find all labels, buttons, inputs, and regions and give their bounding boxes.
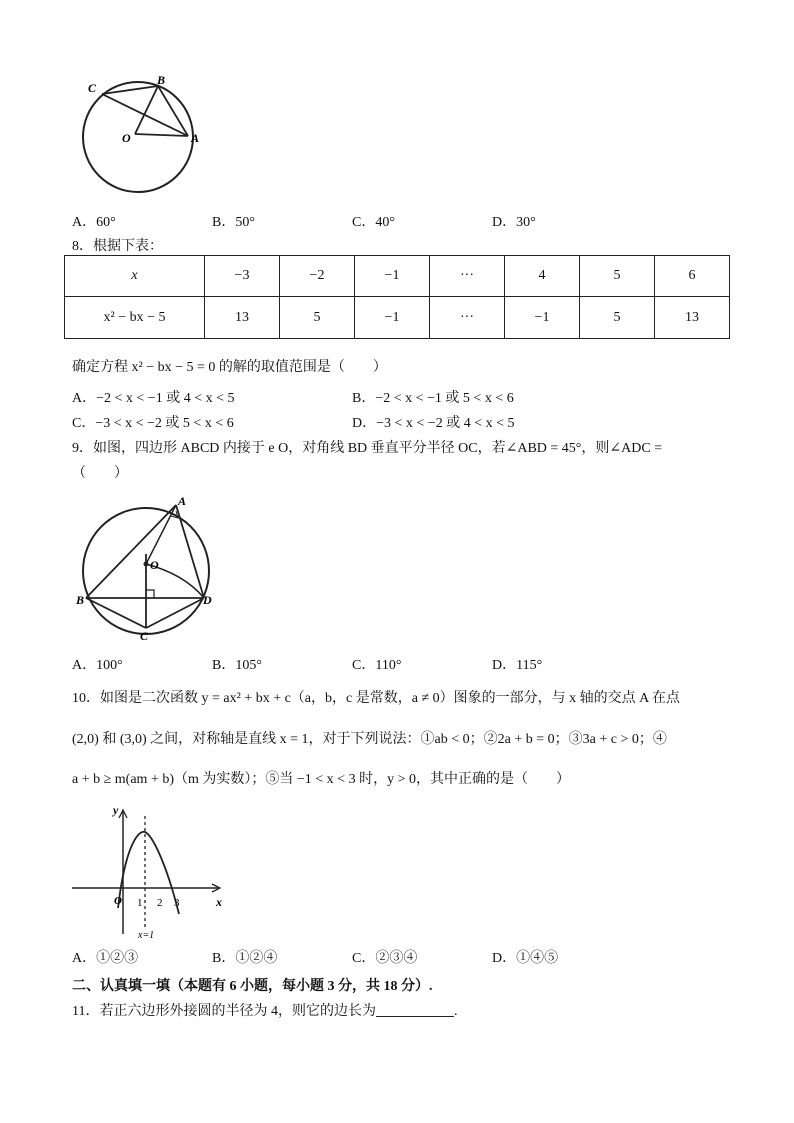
q8-option-a: A．−2 < x < −1 或 4 < x < 5 bbox=[72, 391, 235, 406]
q7-label-a: A bbox=[191, 131, 200, 145]
q9-option-a: A．100° bbox=[72, 658, 123, 673]
q8-cell: 13 bbox=[205, 297, 280, 339]
q10-option-b: B．①②④ bbox=[212, 951, 278, 966]
q8-cell: x bbox=[65, 256, 205, 297]
q8-cell: 5 bbox=[580, 256, 655, 297]
q10-label-x: x bbox=[216, 895, 222, 909]
q10-option-d: D．①④⑤ bbox=[492, 951, 559, 966]
q7-option-b: B．50° bbox=[212, 215, 255, 230]
q9-segment-ao bbox=[146, 505, 176, 564]
q7-label-c: C bbox=[88, 81, 97, 95]
q9-circle-figure bbox=[76, 494, 226, 642]
q8-cell: 4 bbox=[505, 256, 580, 297]
q11-tail: . bbox=[453, 1004, 458, 1019]
q8-cell: −1 bbox=[505, 297, 580, 339]
q8-cell: 5 bbox=[280, 297, 355, 339]
q9-label-b: B bbox=[76, 593, 85, 607]
q8-cell: 13 bbox=[655, 297, 730, 339]
q10-tick-3: 3 bbox=[174, 897, 180, 909]
q9-segment-bc bbox=[86, 598, 146, 628]
q9-right-angle-mark bbox=[146, 590, 154, 598]
q9-segment-ba bbox=[86, 505, 176, 598]
q11-text: 11．若正六边形外接圆的半径为 4，则它的边长为 bbox=[72, 1004, 376, 1019]
q7-options bbox=[72, 211, 752, 231]
q8-stem: 8．根据下表： bbox=[72, 239, 163, 254]
q9-option-d: D．115° bbox=[492, 658, 543, 673]
q9-label-a: A bbox=[178, 494, 187, 508]
q10-line1: 10．如图是二次函数 y = ax² + bx + c（a，b，c 是常数，a ≠ 0）图象的一部分，与 x 轴的交点 A 在点 bbox=[72, 691, 680, 706]
q8-option-d: D．−3 < x < −2 或 4 < x < 5 bbox=[352, 416, 515, 431]
q9-center-dot bbox=[144, 562, 149, 567]
q10-tick-1: 1 bbox=[137, 897, 143, 909]
q10-option-a: A．①②③ bbox=[72, 951, 139, 966]
q8-option-b: B．−2 < x < −1 或 5 < x < 6 bbox=[352, 391, 514, 406]
q8-options-row2 bbox=[72, 412, 752, 432]
q8-option-c: C．−3 < x < −2 或 5 < x < 6 bbox=[72, 416, 234, 431]
q9-label-d: D bbox=[203, 593, 212, 607]
q9-stem-line2: （ ） bbox=[72, 466, 128, 481]
q10-line3: a + b ≥ m(am + b)（m 为实数）；⑤当 −1 < x < 3 时，y > 0，其中正确的是（ ） bbox=[72, 772, 570, 787]
q7-option-c: C．40° bbox=[352, 215, 395, 230]
q9-option-c: C．110° bbox=[352, 658, 402, 673]
q9-stem-line1: 9．如图，四边形 ABCD 内接于 e O，对角线 BD 垂直平分半径 OC，若∠ABD = 45°，则∠ADC = bbox=[72, 441, 663, 456]
q10-label-origin: O bbox=[114, 895, 122, 907]
q7-segment-ob bbox=[135, 86, 158, 134]
q10-line2: (2,0) 和 (3,0) 之间，对称轴是直线 x = 1，对于下列说法：①ab < 0；②2a + b = 0；③3a + c > 0；④ bbox=[72, 732, 667, 747]
q10-parabola-figure bbox=[68, 802, 228, 940]
q8-cell: −2 bbox=[280, 256, 355, 297]
section-2-heading: 二、认真填一填（本题有 6 小题，每小题 3 分，共 18 分）. bbox=[72, 979, 433, 994]
q7-circle bbox=[83, 82, 193, 192]
q9-label-o: O bbox=[150, 558, 159, 572]
q10-label-y: y bbox=[113, 803, 119, 817]
q8-cell: ··· bbox=[430, 297, 505, 339]
q7-option-a: A．60° bbox=[72, 215, 116, 230]
q7-label-o: O bbox=[122, 131, 131, 145]
q10-tick-2: 2 bbox=[157, 897, 163, 909]
q7-label-b: B bbox=[157, 73, 166, 87]
q7-circle-figure bbox=[78, 72, 208, 197]
q9-options bbox=[72, 654, 752, 674]
q7-segment-oa bbox=[135, 134, 188, 136]
q8-options-row1 bbox=[72, 387, 752, 407]
q8-cell: 6 bbox=[655, 256, 730, 297]
q8-table-row-expr bbox=[65, 297, 730, 339]
q7-option-d: D．30° bbox=[492, 215, 536, 230]
q10-option-c: C．②③④ bbox=[352, 951, 418, 966]
q10-parabola bbox=[118, 832, 179, 914]
q8-question: 确定方程 x² − bx − 5 = 0 的解的取值范围是（ ） bbox=[72, 360, 387, 375]
q8-cell: 5 bbox=[580, 297, 655, 339]
q8-cell: ··· bbox=[430, 256, 505, 297]
q10-options bbox=[72, 947, 752, 967]
q8-table-row-x bbox=[65, 256, 730, 297]
q8-cell: −1 bbox=[355, 256, 430, 297]
q8-cell: −1 bbox=[355, 297, 430, 339]
q10-symmetry-label: x=1 bbox=[138, 930, 155, 940]
q9-label-c: C bbox=[140, 629, 149, 642]
q8-cell: x² − bx − 5 bbox=[65, 297, 205, 339]
q9-option-b: B．105° bbox=[212, 658, 262, 673]
q11-line bbox=[72, 1000, 457, 1020]
q9-segment-cd bbox=[146, 598, 204, 628]
q8-cell: −3 bbox=[205, 256, 280, 297]
q8-table bbox=[64, 255, 730, 339]
q11-answer-blank[interactable] bbox=[376, 1002, 454, 1017]
